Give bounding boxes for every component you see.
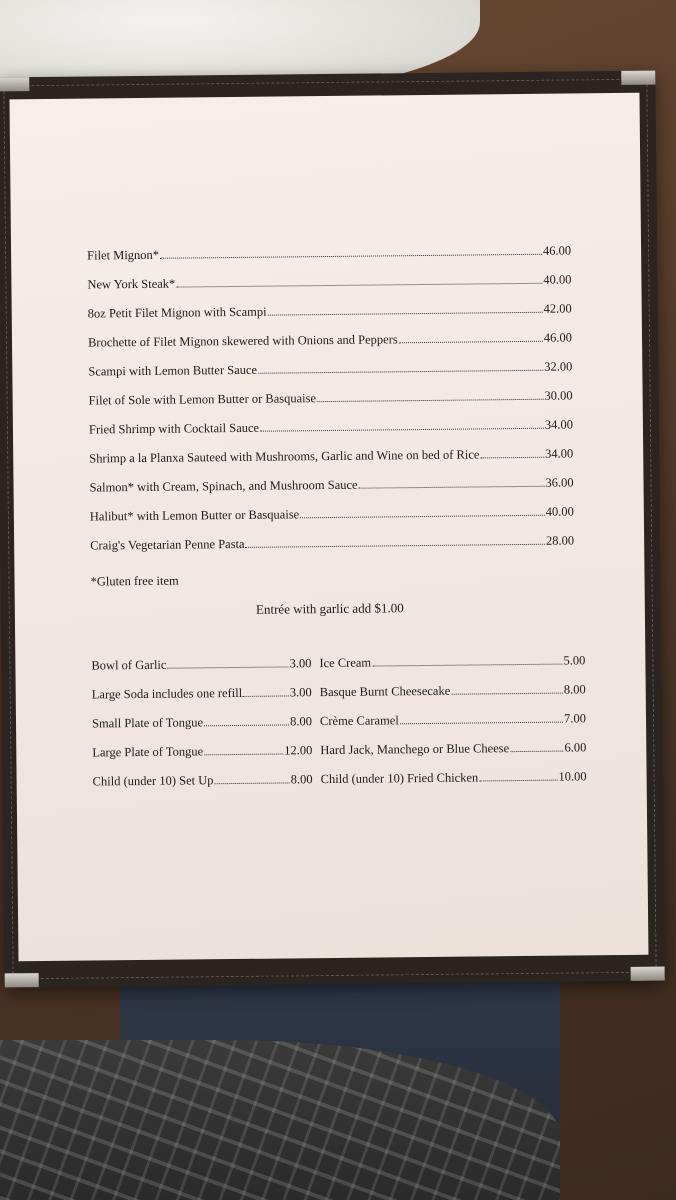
menu-item-price: 34.00 bbox=[544, 417, 573, 432]
menu-item-name: Filet of Sole with Lemon Butter or Basquaise bbox=[88, 391, 317, 408]
menu-item-price: 34.00 bbox=[545, 446, 574, 461]
dot-leader bbox=[160, 245, 542, 259]
menu-item-price: 32.00 bbox=[544, 359, 573, 374]
dot-leader bbox=[167, 657, 288, 668]
menu-item-price: 7.00 bbox=[564, 711, 587, 726]
dot-leader bbox=[176, 274, 542, 288]
menu-item bbox=[319, 653, 585, 685]
dot-leader bbox=[359, 477, 545, 489]
menu-item-name: Halibut* with Lemon Butter or Basquaise bbox=[89, 507, 300, 524]
menu-item bbox=[91, 656, 311, 687]
menu-item-name: Large Plate of Tongue bbox=[92, 744, 204, 760]
menu-item-name: Salmon* with Cream, Spinach, and Mushroom Sauce bbox=[89, 477, 358, 495]
menu-item-name: Craig's Vegetarian Penne Pasta bbox=[90, 536, 245, 553]
dot-leader bbox=[451, 684, 563, 695]
menu-item-price: 40.00 bbox=[545, 504, 574, 519]
menu-item-name: Child (under 10) Fried Chicken bbox=[320, 770, 479, 787]
menu-item-name: Brochette of Filet Mignon skewered with Onions and Peppers bbox=[87, 332, 398, 350]
dot-leader bbox=[258, 361, 543, 374]
garlic-note: Entrée with garlic add $1.00 bbox=[255, 600, 404, 617]
menu-item-price: 8.00 bbox=[290, 714, 313, 729]
menu-item-price: 3.00 bbox=[289, 685, 312, 700]
menu-item bbox=[320, 740, 586, 772]
menu-item-name: Shrimp a la Planxa Sauteed with Mushrooms, Garlic and Wine on bed of Rice bbox=[89, 447, 480, 466]
menu-item-name: Hard Jack, Manchego or Blue Cheese bbox=[320, 741, 510, 758]
menu-binder bbox=[0, 71, 665, 988]
menu-item-name: Child (under 10) Set Up bbox=[92, 773, 214, 789]
entree-list bbox=[87, 243, 575, 596]
dot-leader bbox=[204, 745, 283, 756]
menu-item-price: 28.00 bbox=[545, 533, 575, 548]
sides-left-column bbox=[91, 656, 313, 803]
dot-leader bbox=[260, 419, 544, 432]
menu-item-name: Crème Caramel bbox=[319, 713, 399, 729]
dot-leader bbox=[510, 742, 563, 753]
dot-leader bbox=[204, 715, 289, 726]
menu-item-price: 6.00 bbox=[564, 740, 587, 755]
menu-item bbox=[320, 711, 586, 743]
menu-item-price: 10.00 bbox=[558, 769, 587, 784]
dot-leader bbox=[372, 655, 563, 667]
menu-item-price: 36.00 bbox=[545, 475, 574, 490]
dot-leader bbox=[317, 390, 544, 402]
gluten-free-note: *Gluten free item bbox=[90, 573, 179, 589]
menu-item-name: Ice Cream bbox=[319, 655, 372, 671]
menu-item-price: 8.00 bbox=[290, 772, 313, 787]
dot-leader bbox=[479, 771, 557, 782]
menu-item-name: Scampi with Lemon Butter Sauce bbox=[88, 362, 258, 379]
menu-item-name: Bowl of Garlic bbox=[91, 657, 167, 673]
menu-item-name: Large Soda includes one refill bbox=[91, 685, 243, 702]
menu-item-price: 46.00 bbox=[543, 330, 573, 345]
menu-item bbox=[92, 714, 312, 745]
menu-item-name: 8oz Petit Filet Mignon with Scampi bbox=[87, 304, 267, 321]
menu-item-price: 46.00 bbox=[542, 243, 572, 258]
menu-item-price: 8.00 bbox=[563, 682, 586, 697]
menu-item bbox=[321, 769, 587, 801]
dot-leader bbox=[267, 303, 542, 316]
menu-item-name: Fried Shrimp with Cocktail Sauce bbox=[88, 420, 260, 437]
menu-item bbox=[93, 772, 313, 803]
dot-leader bbox=[243, 686, 289, 696]
menu-item-price: 12.00 bbox=[284, 743, 313, 758]
dot-leader bbox=[246, 535, 546, 548]
sides-right-column bbox=[319, 653, 587, 801]
dot-leader bbox=[300, 506, 545, 519]
menu-item-price: 30.00 bbox=[544, 388, 573, 403]
dot-leader bbox=[400, 713, 563, 725]
menu-item bbox=[92, 685, 312, 716]
menu-item-price: 3.00 bbox=[289, 656, 312, 671]
menu-item bbox=[320, 682, 586, 714]
menu-item-name: Small Plate of Tongue bbox=[91, 715, 204, 731]
menu-sheet bbox=[9, 93, 648, 962]
dot-leader bbox=[214, 773, 289, 784]
dot-leader bbox=[480, 448, 544, 459]
menu-item-price: 5.00 bbox=[563, 653, 586, 668]
menu-item bbox=[92, 743, 312, 774]
menu-item-name: New York Steak* bbox=[87, 276, 176, 292]
dot-leader bbox=[399, 332, 543, 344]
menu-item-name: Filet Mignon* bbox=[87, 247, 160, 263]
menu-item-price: 42.00 bbox=[543, 301, 572, 316]
menu-item-price: 40.00 bbox=[543, 272, 572, 287]
side-lists bbox=[91, 653, 586, 803]
menu-item-name: Basque Burnt Cheesecake bbox=[319, 683, 451, 700]
